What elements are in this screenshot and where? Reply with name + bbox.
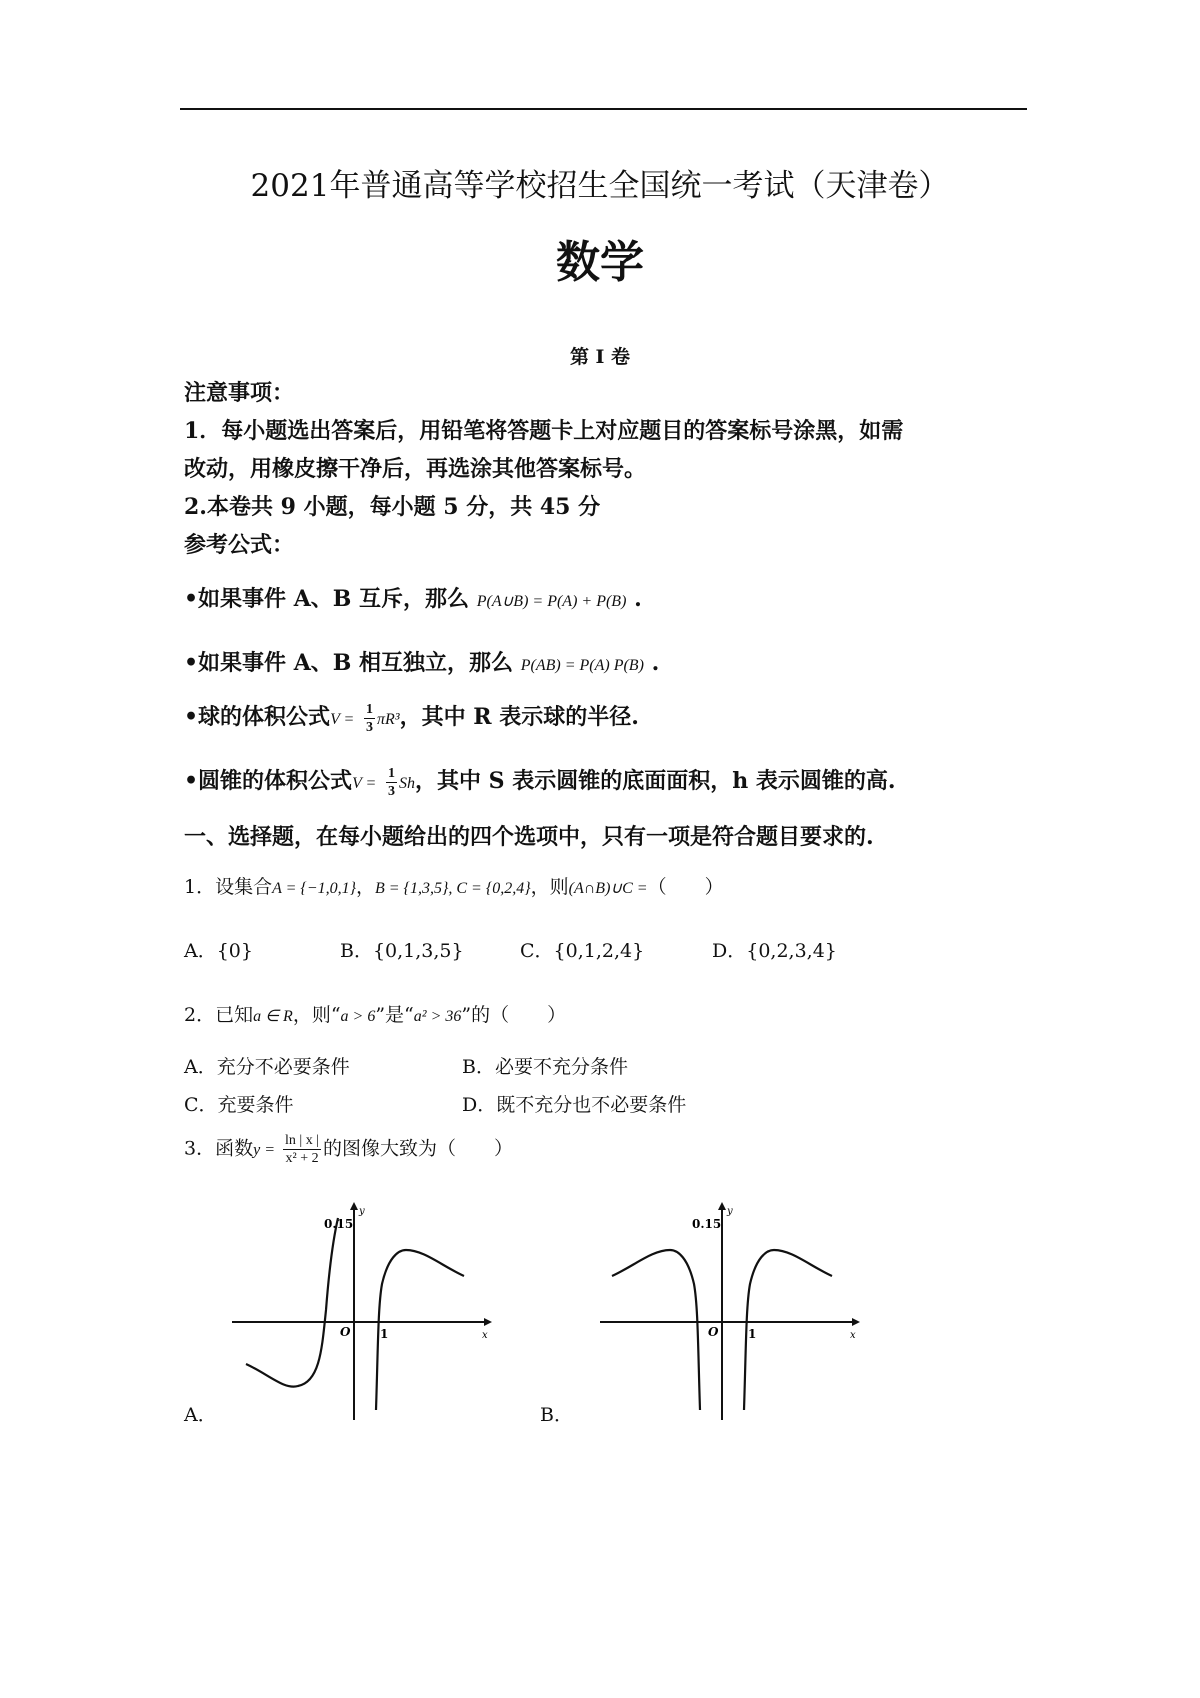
graph-a-y-arrow (350, 1202, 358, 1210)
question-1-stem (184, 872, 724, 899)
formula-4-fraction (386, 765, 397, 800)
formula-3-denominator: 3 (366, 719, 374, 735)
q2-stem-d: ”的（ ） (461, 1004, 567, 1026)
graph-a-one-label: 1 (380, 1327, 389, 1341)
q2-stem-c: ”是“ (375, 1004, 414, 1026)
formula-4-text: •圆锥的体积公式 (184, 768, 353, 794)
formula-1-text: •如果事件 A、B 互斥，那么 (184, 586, 470, 612)
q1-sep2: ，则 (530, 876, 569, 898)
graph-a-peak-label: 0.15 (324, 1217, 354, 1231)
formula-4-numerator: 1 (388, 765, 396, 781)
notes-heading: 注意事项： (184, 380, 295, 406)
q3-denominator: x² + 2 (285, 1151, 319, 1166)
formula-independent: •如果事件 A、B 相互独立，那么 P(AB) = P(A) P(B) . (184, 650, 660, 676)
q3-graph-a (228, 1198, 498, 1428)
graph-b-right-branch (744, 1250, 832, 1410)
q2-p: a > 6 (340, 1008, 376, 1025)
q1-option-b: B．{0,1,3,5} (340, 940, 464, 962)
q1-option-d: D．{0,2,3,4} (712, 940, 837, 962)
formula-3-text: •球的体积公式 (184, 704, 331, 730)
notes-item1-line1: 1．每小题选出答案后，用铅笔将答题卡上对应题目的答案标号涂黑，如需 (184, 418, 904, 444)
formula-2-text: •如果事件 A、B 相互独立，那么 (184, 650, 514, 676)
formula-4-tail: ，其中 S 表示圆锥的底面面积，h 表示圆锥的高. (415, 768, 896, 794)
graph-b-origin-label: O (708, 1325, 719, 1339)
graph-a-x-arrow (484, 1318, 492, 1326)
formula-3-numerator: 1 (366, 701, 374, 717)
notes-item2: 2.本卷共 9 小题，每小题 5 分，共 45 分 (184, 494, 601, 520)
q1-set-a: A = {−1,0,1} (272, 880, 356, 897)
formula-mutually-exclusive: •如果事件 A、B 互斥，那么 P(A∪B) = P(A) + P(B) . (184, 586, 642, 612)
q3-lhs: y = (253, 1141, 275, 1159)
graph-b-y-label: y (727, 1206, 733, 1217)
q1-option-c: C．{0,1,2,4} (520, 940, 645, 962)
q3-option-b-label: B． (540, 1404, 573, 1426)
q2-option-a: A．充分不必要条件 (184, 1056, 350, 1078)
q3-numerator: ln | x | (285, 1133, 320, 1148)
q1-stem-a: 1．设集合 (184, 876, 273, 898)
graph-b-x-arrow (852, 1318, 860, 1326)
q3-graph-b (596, 1198, 866, 1428)
formula-3-tail: ，其中 R 表示球的半径. (399, 704, 639, 730)
formula-3-rest: πR³ (377, 711, 400, 728)
formula-3-lhs: V = (330, 711, 355, 728)
graph-a-left-branch (246, 1218, 338, 1387)
q3-option-a-label: A． (184, 1404, 217, 1426)
formula-4-rest: Sh (399, 775, 416, 792)
q1-option-a: A．{0} (184, 940, 253, 962)
q1-sep1: ， (355, 876, 375, 898)
graph-a-y-label: y (359, 1206, 365, 1217)
formula-1-math: P(A∪B) = P(A) + P(B) (476, 593, 627, 610)
formula-4-denominator: 3 (388, 783, 396, 799)
formula-3-fraction (364, 701, 375, 736)
q2-option-b: B．必要不充分条件 (462, 1056, 628, 1078)
graph-b-one-label: 1 (748, 1327, 757, 1341)
top-rule (180, 108, 1027, 110)
formula-sphere-volume (184, 700, 639, 736)
q3-fraction (283, 1132, 321, 1167)
q1-set-bc: B = {1,3,5}, C = {0,2,4} (374, 880, 531, 897)
q2-q: a² > 36 (413, 1008, 462, 1025)
notes-item1-line2: 改动，用橡皮擦干净后，再选涂其他答案标号。 (184, 456, 647, 482)
q1-blank: （ ） (647, 876, 724, 898)
graph-b-left-branch (612, 1250, 700, 1410)
q2-option-c: C．充要条件 (184, 1094, 294, 1116)
q2-stem-a: 2．已知 (184, 1004, 254, 1026)
graph-a-x-label: x (482, 1330, 488, 1341)
graph-a-right-branch (376, 1250, 464, 1410)
volume-label: 第 I 卷 (569, 346, 631, 368)
formulas-heading: 参考公式： (184, 532, 295, 558)
q2-cond: a ∈ R (253, 1008, 293, 1025)
q2-option-d: D．既不充分也不必要条件 (462, 1094, 687, 1116)
graph-b-y-arrow (718, 1202, 726, 1210)
formula-cone-volume (184, 764, 896, 800)
q3-stem-b: 的图像大致为（ ） (323, 1137, 514, 1160)
formula-4-lhs: V = (352, 775, 377, 792)
exam-title: 2021年普通高等学校招生全国统一考试（天津卷） (250, 168, 950, 204)
q3-stem-a: 3．函数 (184, 1137, 254, 1160)
section-1-heading: 一、选择题，在每小题给出的四个选项中，只有一项是符合题目要求的. (184, 824, 874, 850)
q2-stem-b: ，则“ (292, 1004, 341, 1026)
subject-title: 数学 (556, 237, 644, 288)
graph-b-peak-label: 0.15 (692, 1217, 722, 1231)
question-2-stem (184, 1000, 566, 1027)
formula-2-math: P(AB) = P(A) P(B) (520, 657, 644, 674)
q1-expr: (A∩B)∪C = (568, 880, 648, 897)
question-3-stem (184, 1132, 513, 1167)
graph-a-origin-label: O (340, 1325, 351, 1339)
graph-b-x-label: x (850, 1330, 856, 1341)
